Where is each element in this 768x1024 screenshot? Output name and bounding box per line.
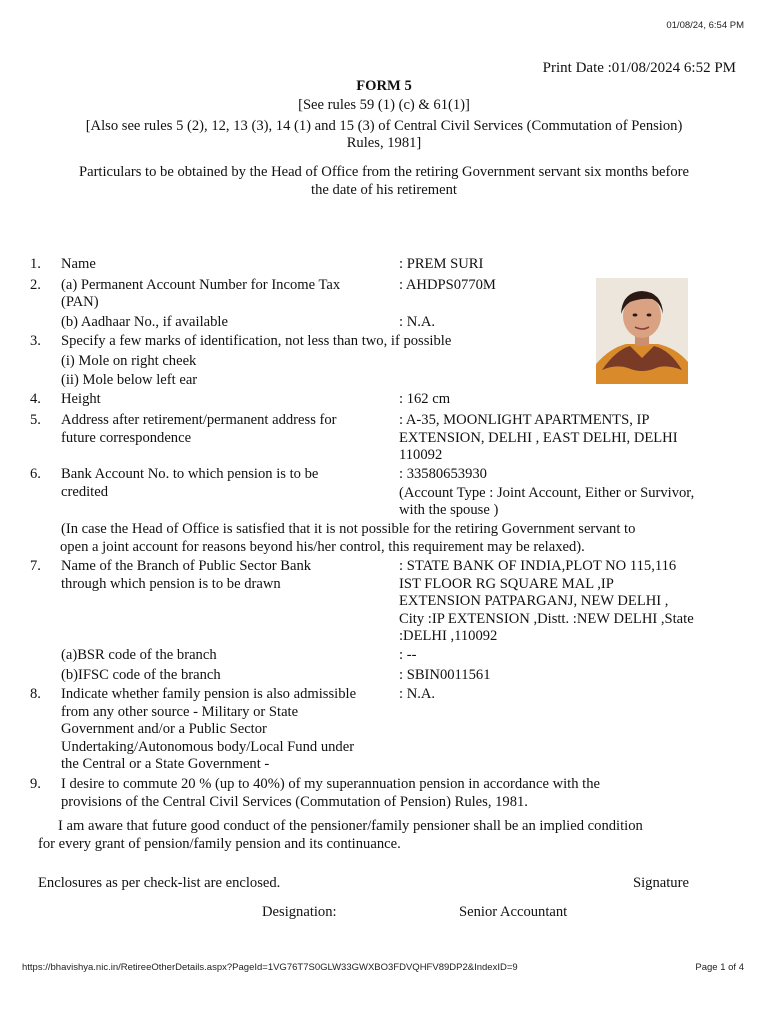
print-footer-page-number: Page 1 of 4 [695, 962, 744, 973]
bank-account-label: Bank Account No. to which pension is to be [61, 466, 319, 482]
address-value-cont: EXTENSION, DELHI , EAST DELHI, DELHI [399, 430, 678, 446]
joint-account-note-cont: open a joint account for reasons beyond his/her control, this requirement may be relaxed). [60, 539, 585, 555]
name-value: : PREM SURI [399, 256, 484, 272]
item-number: 2. [30, 277, 41, 293]
item-number: 7. [30, 558, 41, 574]
bank-account-label-cont: credited [61, 484, 108, 500]
height-label: Height [61, 391, 101, 407]
bsr-code-label: (a)BSR code of the branch [61, 647, 217, 663]
item-number: 6. [30, 466, 41, 482]
bank-account-value: : 33580653930 [399, 466, 487, 482]
commutation-statement-cont: provisions of the Central Civil Services (Commutation of Pension) Rules, 1981. [61, 794, 528, 810]
form-title: FORM 5 [356, 78, 412, 94]
commutation-statement: I desire to commute 20 % (up to 40%) of my superannuation pension in accordance with the [61, 776, 601, 792]
bank-branch-value-cont: :DELHI ,110092 [399, 628, 498, 644]
designation-label: Designation: [262, 904, 337, 920]
rule-reference: [See rules 59 (1) (c) & 61(1)] [298, 97, 470, 113]
designation-value: Senior Accountant [459, 904, 568, 920]
identification-mark: (ii) Mole below left ear [61, 372, 198, 388]
family-pension-label-cont: from any other source - Military or State [61, 704, 299, 720]
bsr-code-value: : -- [399, 647, 417, 663]
item-number: 9. [30, 776, 41, 792]
print-footer-url: https://bhavishya.nic.in/RetireeOtherDetails.aspx?PageId=1VG76T7S0GLW33GWXBO3FDVQHFV89DP2&IndexID=9 [22, 962, 518, 973]
name-label: Name [61, 256, 96, 272]
bank-branch-value: : STATE BANK OF INDIA,PLOT NO 115,116 [399, 558, 677, 574]
enclosures-note: Enclosures as per check-list are enclosed. [38, 875, 281, 891]
aadhaar-value: : N.A. [399, 314, 436, 330]
applicant-photo [596, 278, 688, 384]
address-label: Address after retirement/permanent address for [61, 412, 337, 428]
rule-reference-also-cont: Rules, 1981] [346, 135, 422, 151]
family-pension-label-cont: the Central or a State Government - [61, 756, 270, 772]
pan-label-cont: (PAN) [61, 294, 99, 310]
address-value: : A-35, MOONLIGHT APARTMENTS, IP [399, 412, 650, 428]
declaration-text-cont: for every grant of pension/family pension and its continuance. [38, 836, 401, 852]
pan-label: (a) Permanent Account Number for Income Tax [61, 277, 341, 293]
bank-branch-value-cont: IST FLOOR RG SQUARE MAL ,IP [399, 576, 614, 592]
bank-branch-label-cont: through which pension is to be drawn [61, 576, 281, 592]
intro-text-cont: the date of his retirement [311, 182, 457, 198]
address-label-cont: future correspondence [61, 430, 192, 446]
item-number: 4. [30, 391, 41, 407]
height-value: : 162 cm [399, 391, 451, 407]
joint-account-note: (In case the Head of Office is satisfied that it is not possible for the retiring Government servant to [61, 521, 636, 537]
aadhaar-label: (b) Aadhaar No., if available [61, 314, 228, 330]
account-type: (Account Type : Joint Account, Either or Survivor, [399, 485, 695, 501]
item-number: 3. [30, 333, 41, 349]
intro-text: Particulars to be obtained by the Head of Office from the retiring Government servant six months before [78, 164, 690, 180]
signature-label: Signature [633, 875, 689, 891]
account-type-cont: with the spouse ) [399, 502, 499, 518]
bank-branch-value-cont: EXTENSION PATPARGANJ, NEW DELHI , [399, 593, 669, 609]
family-pension-label: Indicate whether family pension is also admissible [61, 686, 357, 702]
item-number: 5. [30, 412, 41, 428]
print-date: Print Date :01/08/2024 6:52 PM [542, 60, 736, 76]
pan-value: : AHDPS0770M [399, 277, 496, 293]
rule-reference-also: [Also see rules 5 (2), 12, 13 (3), 14 (1) and 15 (3) of Central Civil Services (Commutation of Pension) [85, 118, 683, 134]
bank-branch-label: Name of the Branch of Public Sector Bank [61, 558, 312, 574]
item-number: 1. [30, 256, 41, 272]
identification-mark: (i) Mole on right cheek [61, 353, 197, 369]
identification-marks-label: Specify a few marks of identification, not less than two, if possible [61, 333, 452, 349]
family-pension-value: : N.A. [399, 686, 436, 702]
family-pension-label-cont: Government and/or a Public Sector [61, 721, 267, 737]
family-pension-label-cont: Undertaking/Autonomous body/Local Fund under [61, 739, 355, 755]
bank-branch-value-cont: City :IP EXTENSION ,Distt. :NEW DELHI ,State [399, 611, 694, 627]
ifsc-code-label: (b)IFSC code of the branch [61, 667, 221, 683]
print-header-datetime: 01/08/24, 6:54 PM [666, 20, 744, 31]
item-number: 8. [30, 686, 41, 702]
ifsc-code-value: : SBIN0011561 [399, 667, 491, 683]
address-value-cont: 110092 [399, 447, 443, 463]
declaration-text: I am aware that future good conduct of the pensioner/family pensioner shall be an implied condition [58, 818, 643, 834]
